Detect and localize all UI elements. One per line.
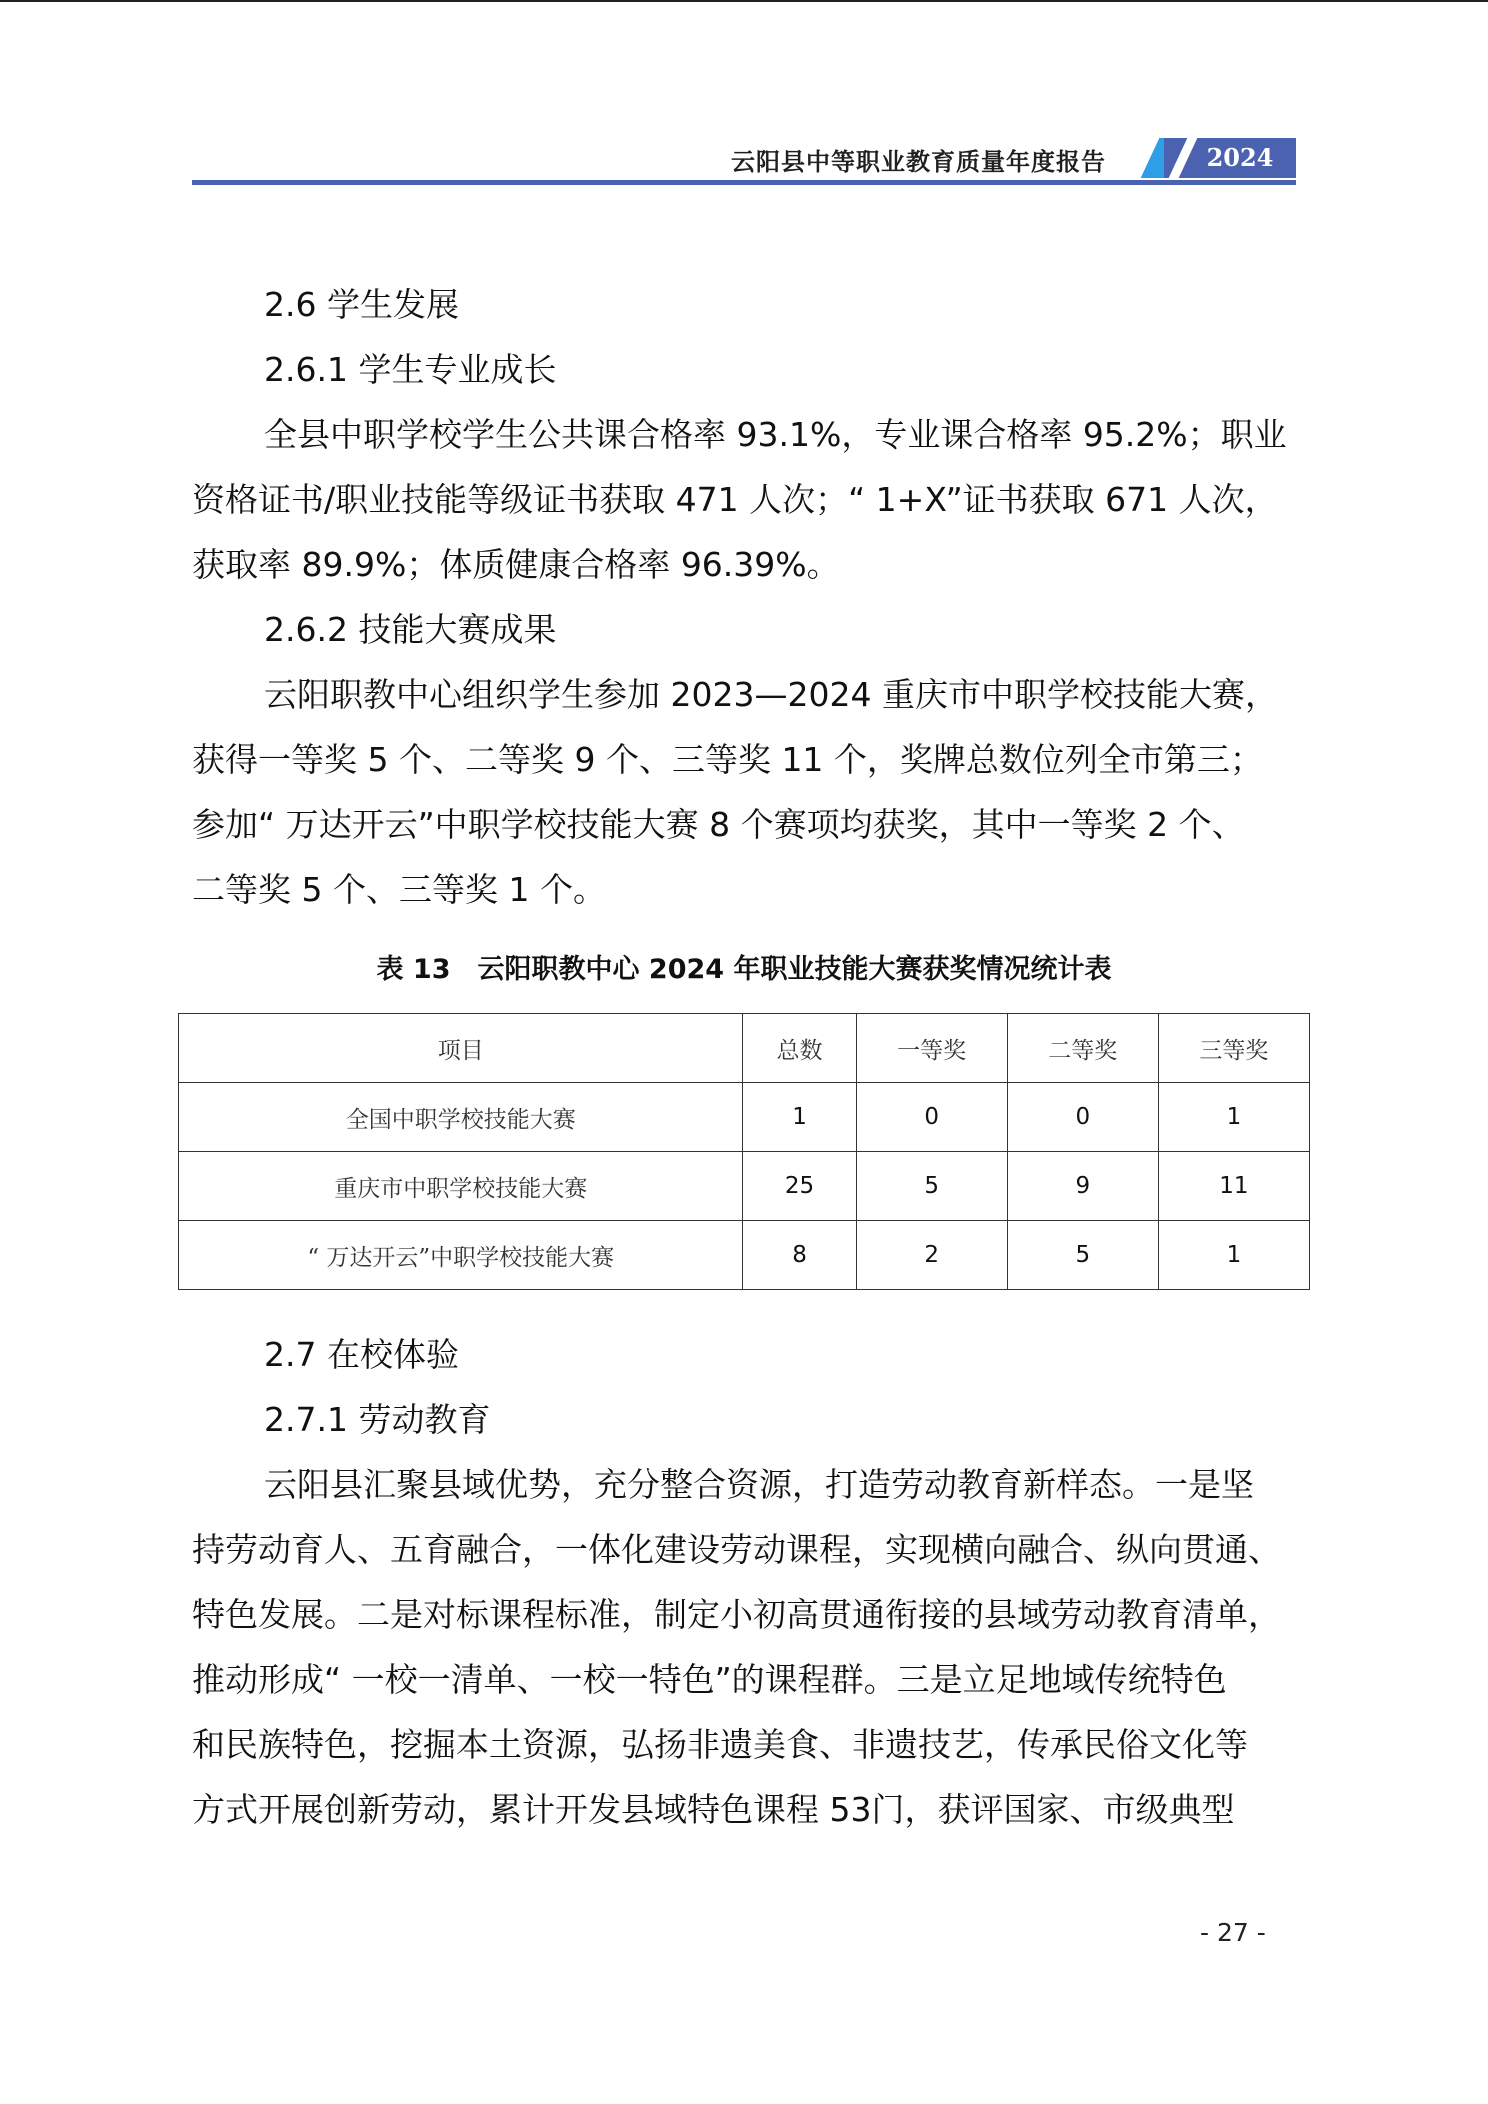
top-border <box>0 0 1488 2</box>
table-cell: 0 <box>1007 1083 1158 1152</box>
table-header-row <box>179 1014 1310 1083</box>
table-cell: 8 <box>743 1221 856 1290</box>
paragraph-line: 获取率 89.9%；体质健康合格率 96.39%。 <box>192 545 840 584</box>
subsection-heading: 2.6.2 技能大赛成果 <box>264 610 557 649</box>
table-cell: 11 <box>1158 1152 1309 1221</box>
table-cell: 5 <box>1007 1221 1158 1290</box>
table-cell: “ 万达开云”中职学校技能大赛 <box>179 1221 743 1290</box>
table-cell: 全国中职学校技能大赛 <box>179 1083 743 1152</box>
paragraph-line: 参加“ 万达开云”中职学校技能大赛 8 个赛项均获奖，其中一等奖 2 个、 <box>192 805 1245 844</box>
paragraph-line: 云阳县汇聚县域优势，充分整合资源，打造劳动教育新样态。一是坚 <box>264 1465 1254 1504</box>
column-header: 总数 <box>743 1014 856 1083</box>
paragraph-line: 特色发展。二是对标课程标准，制定小初高贯通衔接的县域劳动教育清单， <box>192 1595 1281 1634</box>
section-2-7 <box>192 1322 1296 1842</box>
section-heading: 2.6 学生发展 <box>264 285 459 324</box>
table-cell: 重庆市中职学校技能大赛 <box>179 1152 743 1221</box>
report-year: 2024 <box>1206 143 1274 172</box>
table-cell: 1 <box>743 1083 856 1152</box>
paragraph-line: 获得一等奖 5 个、二等奖 9 个、三等奖 11 个，奖牌总数位列全市第三； <box>192 740 1263 779</box>
table-row <box>179 1221 1310 1290</box>
column-header: 项目 <box>179 1014 743 1083</box>
page-number: - 27 - <box>1200 1918 1266 1947</box>
paragraph-line: 持劳动育人、五育融合，一体化建设劳动课程，实现横向融合、纵向贯通、 <box>192 1530 1281 1569</box>
column-header: 二等奖 <box>1007 1014 1158 1083</box>
header-rule <box>192 180 1296 185</box>
table-row <box>179 1083 1310 1152</box>
section-2-6 <box>192 272 1296 922</box>
table-cell: 2 <box>856 1221 1007 1290</box>
paragraph-line: 推动形成“ 一校一清单、一校一特色”的课程群。三是立足地域传统特色 <box>192 1660 1227 1699</box>
paragraph-line: 资格证书/职业技能等级证书获取 471 人次；“ 1+X”证书获取 671 人次， <box>192 480 1278 519</box>
subsection-heading: 2.7.1 劳动教育 <box>264 1400 491 1439</box>
table-cell: 1 <box>1158 1083 1309 1152</box>
table-cell: 9 <box>1007 1152 1158 1221</box>
section-heading: 2.7 在校体验 <box>264 1335 459 1374</box>
table-cell: 1 <box>1158 1221 1309 1290</box>
paragraph-line: 云阳职教中心组织学生参加 2023—2024 重庆市中职学校技能大赛， <box>264 675 1278 714</box>
awards-table <box>178 1013 1310 1290</box>
table-caption: 表 13 云阳职教中心 2024 年职业技能大赛获奖情况统计表 <box>376 954 1112 985</box>
subsection-heading: 2.6.1 学生专业成长 <box>264 350 557 389</box>
paragraph-line: 全县中职学校学生公共课合格率 93.1%，专业课合格率 95.2%；职业 <box>264 415 1287 454</box>
page-header <box>192 136 1296 184</box>
paragraph-line: 方式开展创新劳动，累计开发县域特色课程 53门，获评国家、市级典型 <box>192 1790 1235 1829</box>
table-cell: 0 <box>856 1083 1007 1152</box>
table-cell: 5 <box>856 1152 1007 1221</box>
column-header: 三等奖 <box>1158 1014 1309 1083</box>
table-row <box>179 1152 1310 1221</box>
table-cell: 25 <box>743 1152 856 1221</box>
column-header: 一等奖 <box>856 1014 1007 1083</box>
paragraph-line: 二等奖 5 个、三等奖 1 个。 <box>192 870 606 909</box>
paragraph-line: 和民族特色，挖掘本土资源，弘扬非遗美食、非遗技艺，传承民俗文化等 <box>192 1725 1248 1764</box>
report-title: 云阳县中等职业教育质量年度报告 <box>731 147 1106 176</box>
